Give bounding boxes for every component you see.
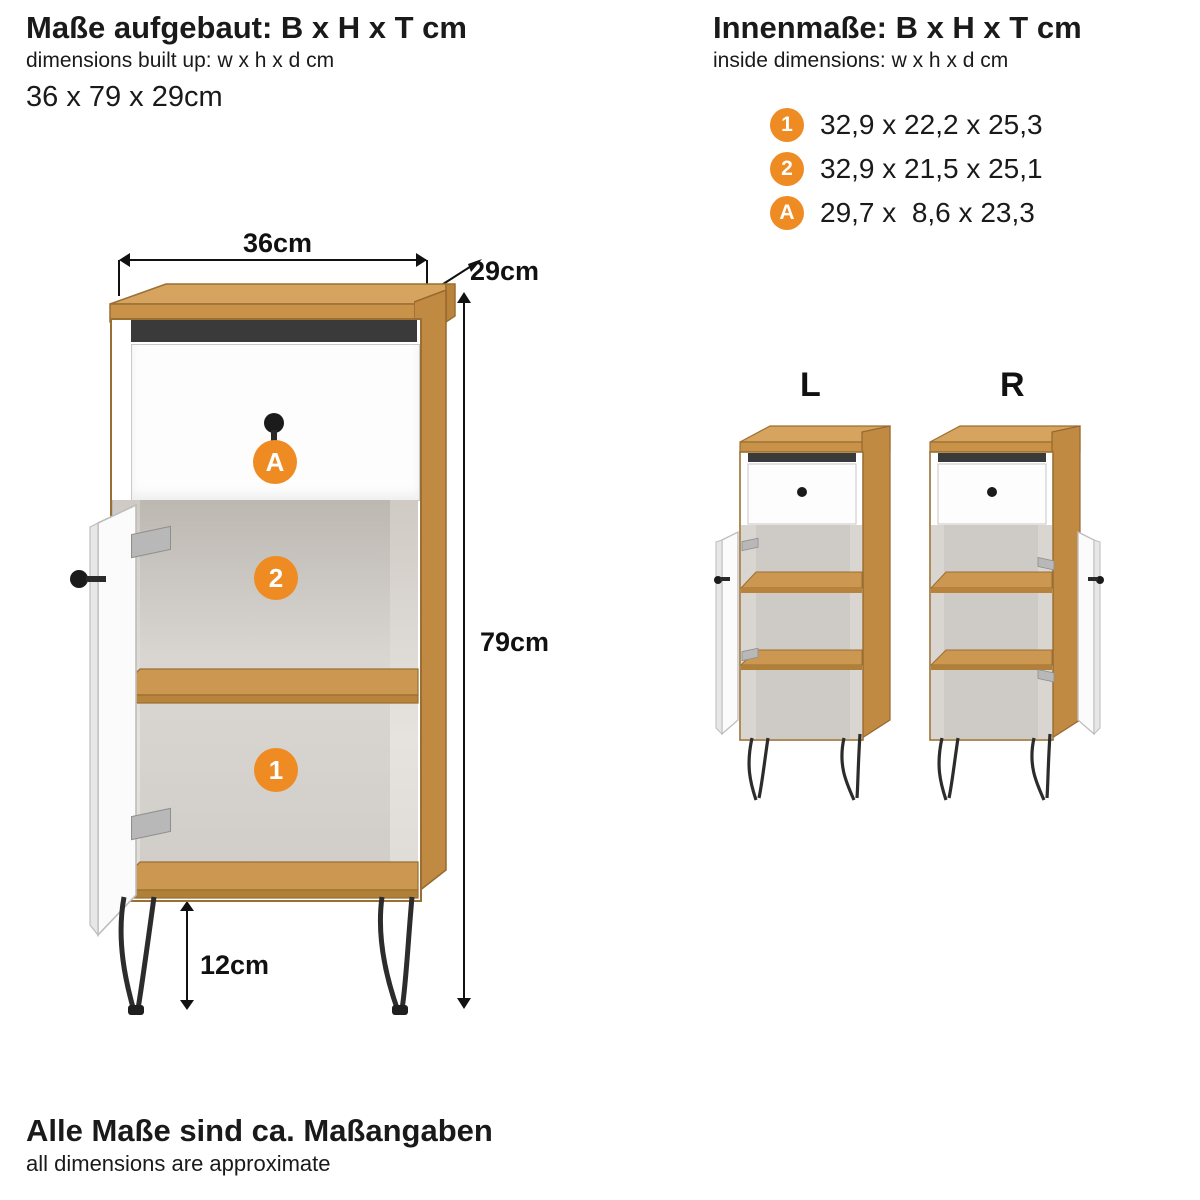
- inside-dimension-row: [770, 103, 1043, 147]
- drawer-recess-shadow: [131, 320, 417, 342]
- right-header-title: Innenmaße: B x H x T cm: [713, 10, 1082, 45]
- right-header-subtitle: inside dimensions: w x h x d cm: [713, 49, 1009, 72]
- badge-a-icon: A: [770, 196, 804, 230]
- badge-1-icon: 1: [770, 108, 804, 142]
- left-header-dimensions: 36 x 79 x 29cm: [26, 81, 223, 113]
- width-dimension-line: [126, 259, 426, 261]
- variant-left-label: L: [800, 366, 821, 404]
- height-arrow-bottom-icon: [457, 998, 471, 1009]
- footer-block: [26, 1113, 493, 1177]
- inside-dimension-value: 29,7 x 8,6 x 23,3: [820, 197, 1035, 228]
- variant-left-cabinet: [712, 420, 902, 810]
- leg-height-label: 12cm: [200, 950, 270, 980]
- badge-a-drawer: A: [253, 440, 297, 484]
- inside-dimensions-list: [770, 103, 1043, 235]
- variant-right-cabinet: [918, 420, 1108, 810]
- variant-right-label: R: [1000, 366, 1025, 404]
- width-arrow-left-icon: [119, 253, 130, 267]
- door-knob-stem: [86, 576, 106, 582]
- depth-label: 29cm: [470, 256, 540, 286]
- inside-dimension-value: 32,9 x 22,2 x 25,3: [820, 109, 1043, 140]
- badge-2-upper-compartment: 2: [254, 556, 298, 600]
- left-header-subtitle: dimensions built up: w x h x d cm: [26, 49, 335, 72]
- cabinet-legs-front-left: [110, 893, 200, 1018]
- footer-title: Alle Maße sind ca. Maßangaben: [26, 1113, 493, 1148]
- inside-dimension-value: 32,9 x 21,5 x 25,1: [820, 153, 1043, 184]
- cabinet-middle-shelf: [112, 655, 420, 705]
- inside-dimension-row: [770, 191, 1043, 235]
- left-header-block: [26, 10, 467, 114]
- badge-1-lower-compartment: 1: [254, 748, 298, 792]
- right-header-block: [713, 10, 1082, 73]
- left-header-title: Maße aufgebaut: B x H x T cm: [26, 10, 467, 45]
- cabinet-right-side-panel: [414, 290, 474, 910]
- cabinet-legs-front-right: [368, 893, 458, 1018]
- height-label: 79cm: [480, 627, 550, 657]
- inside-dimension-row: [770, 147, 1043, 191]
- footer-subtitle: all dimensions are approximate: [26, 1151, 331, 1176]
- width-label: 36cm: [243, 228, 313, 258]
- badge-2-icon: 2: [770, 152, 804, 186]
